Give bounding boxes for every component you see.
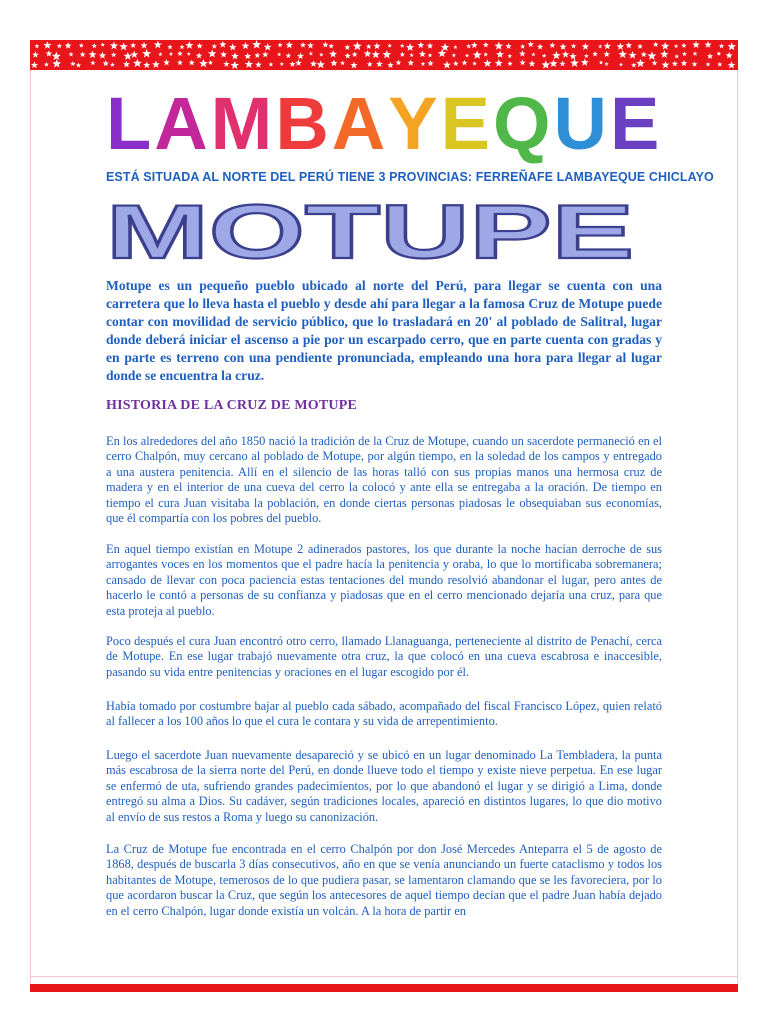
title-letter: U [553, 82, 610, 165]
history-paragraph-4: Había tomado por costumbre bajar al pueblo cada sábado, acompañado del fiscal Francisco López, quien relató al fallecer a los 100 años lo que el cura le contara y su vida de arrepentimiento. [106, 699, 662, 729]
title-letter: M [210, 82, 276, 165]
subtitle: ESTÁ SITUADA AL NORTE DEL PERÚ TIENE 3 PROVINCIAS: FERREÑAFE LAMBAYEQUE CHICLAYO [106, 170, 714, 184]
title-letter: B [275, 82, 332, 165]
title-letter: A [154, 82, 211, 165]
history-paragraph-3: Poco después el cura Juan encontró otro cerro, llamado Llanaguanga, perteneciente al distrito de Penachí, cerca de Motupe. En ese lugar trabajó nuevamente otra cruz, la que colocó en una cueva escabrosa e inaccesible, pasando su vida entre penitencias y oraciones en el lugar escogido por él. [106, 634, 662, 679]
star-border-top [30, 40, 738, 70]
title-letter: E [609, 82, 663, 165]
title-letter: Q [492, 82, 554, 165]
motupe-wordart [100, 196, 640, 268]
intro-paragraph: Motupe es un pequeño pueblo ubicado al norte del Perú, para llegar se cuenta con una carretera que lo lleva hasta el pueblo y desde ahí para llegar a la famosa Cruz de Motupe puede contar con movilidad de servicio público, que lo trasladará en 20' al poblado de Salitral, lugar donde deberá iniciar el ascenso a pie por un escarpado cerro, que en parte cuenta con gradas y en parte es terreno con una pendiente pronunciada, empleando una hora para llegar al lugar donde se encuentra la cruz. [106, 278, 662, 383]
red-border-bottom [30, 984, 738, 992]
history-paragraph-1: En los alrededores del año 1850 nació la tradición de la Cruz de Motupe, cuando un sacerdote permaneció en el cerro Chalpón, muy cercano al poblado de Motupe, por algún tiempo, en la soledad de los campos y entregado a una austera penitencia. Allí en el silencio de las horas talló con sus propias manos una hermosa cruz de madera y en el interior de una cueva del cerro la colocó y ante ella se entregaba a la oración. De tiempo en tiempo el cura Juan visitaba la población, en donde ciertas personas piadosas le obsequiaban sus economías, que él compartía con los pobres del pueblo. [106, 434, 662, 526]
motupe-wordart-text: MOTUPE [106, 196, 634, 268]
title-letter: L [106, 82, 155, 165]
history-paragraph-5: Luego el sacerdote Juan nuevamente desapareció y se ubicó en un lugar denominado La Tembladera, la punta más escabrosa de la sierra norte del Perú, en donde llueve todo el tiempo y existe nieve perpetua. En ese lugar se enfermó de uta, sufriendo grandes padecimientos, por lo que abandonó el lugar y se dirigió a Lima, donde entregó su alma a Dios. Su cadáver, según tradiciones locales, apareció en distintos lugares, lo que dio motivo al envío de sus restos a Roma y luego su canonización. [106, 748, 662, 824]
title-letter: A [331, 82, 389, 165]
title-lambayeque [106, 82, 663, 165]
section-heading: HISTORIA DE LA CRUZ DE MOTUPE [106, 398, 357, 413]
title-letter: E [440, 82, 493, 165]
history-paragraph-6: La Cruz de Motupe fue encontrada en el cerro Chalpón por don José Mercedes Anteparra el 5 de agosto de 1868, después de buscarla 3 días consecutivos, año en que se venía anunciando un fuerte cataclismo y todos los habitantes de Motupe, temerosos de lo que pudiera pasar, se lamentaron clamando que se les favoreciera, por lo que acordaron buscar la Cruz, que según los antecesores de aquel tiempo decían que el padre Juan había dejado en el cerro Chalpón, lugar donde existía un volcán. A la hora de partir en [106, 842, 662, 918]
bottom-rule [30, 976, 738, 977]
title-letter: Y [388, 82, 441, 165]
history-paragraph-2: En aquel tiempo existían en Motupe 2 adinerados pastores, los que durante la noche hacían derroche de sus arrogantes voces en los momentos que el padre hacía la penitencia y oraba, lo que lo mortificaba sobremanera; cansado de llevar con poca paciencia estas tentaciones del mundo resolvió abandonar el lugar, pero antes de hacerlo le contó a personas de su confianza y piadosas que en el cerro mencionado dejaría una cruz, para que esta proteja al pueblo. [106, 542, 662, 618]
